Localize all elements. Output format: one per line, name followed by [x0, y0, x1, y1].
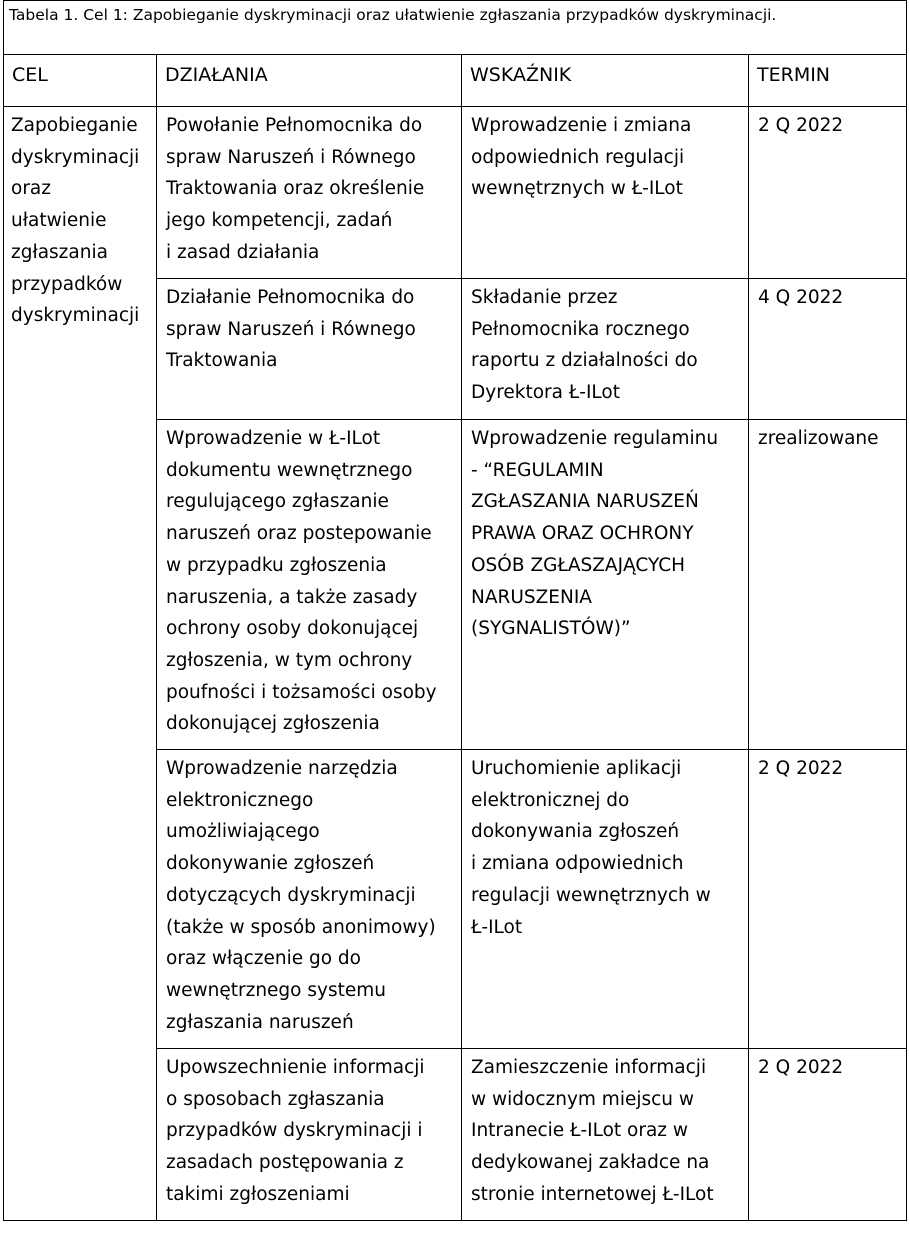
action-line: Traktowania oraz określenie	[166, 178, 425, 200]
action-line: Wprowadzenie narzędzia	[166, 758, 398, 779]
action-line: jego kompetencji, zadań	[166, 210, 393, 232]
deadline-cell	[749, 420, 907, 750]
action-cell	[157, 750, 462, 1049]
action-line: Wprowadzenie w Ł-ILot	[166, 428, 381, 449]
action-line: o sposobach zgłaszania	[166, 1088, 385, 1110]
caption-row	[4, 1, 907, 55]
goal-line: oraz	[11, 178, 51, 200]
indicator-line: Wprowadzenie regulaminu	[471, 428, 719, 449]
indicator-line: regulacji wewnętrznych w	[471, 884, 711, 906]
goal-cell	[4, 107, 157, 1221]
indicator-line: Dyrektora Ł-ILot	[471, 382, 620, 404]
header-cel: CEL	[4, 55, 157, 107]
action-line: wewnętrznego systemu	[166, 979, 386, 1001]
action-line: zgłoszenia, w tym ochrony	[166, 649, 413, 671]
action-line: (także w sposób anonimowy)	[166, 916, 436, 938]
action-line: dokumentu wewnętrznego	[166, 459, 413, 481]
indicator-line: odpowiednich regulacji	[471, 146, 685, 168]
indicator-line: elektronicznej do	[471, 789, 630, 811]
action-line: Upowszechnienie informacji	[166, 1057, 425, 1078]
action-cell	[157, 1049, 462, 1221]
indicator-line: dedykowanej zakładce na	[471, 1152, 710, 1174]
table-caption: Tabela 1. Cel 1: Zapobieganie dyskryminacji oraz ułatwienie zgłaszania przypadków dyskryminacji.	[4, 1, 907, 55]
action-line: oraz włączenie go do	[166, 948, 361, 970]
deadline-text: zrealizowane	[758, 428, 879, 449]
action-line: spraw Naruszeń i Równego	[166, 146, 416, 168]
action-line: naruszenia, a także zasady	[166, 586, 418, 608]
indicator-line: Intranecie Ł-ILot oraz w	[471, 1120, 689, 1142]
action-line: dokonującej zgłoszenia	[166, 713, 380, 735]
action-line: Powołanie Pełnomocnika do	[166, 115, 423, 136]
header-termin: TERMIN	[749, 55, 907, 107]
indicator-line: NARUSZENIA	[471, 586, 592, 608]
indicator-line: dokonywania zgłoszeń	[471, 821, 680, 843]
deadline-cell	[749, 279, 907, 420]
deadline-text: 2 Q 2022	[758, 758, 844, 779]
indicator-line: w widocznym miejscu w	[471, 1088, 695, 1110]
indicator-line: Zamieszczenie informacji	[471, 1057, 707, 1078]
action-line: spraw Naruszeń i Równego	[166, 318, 416, 340]
action-cell	[157, 420, 462, 750]
action-line: Traktowania	[166, 350, 278, 372]
action-line: elektronicznego	[166, 789, 314, 811]
deadline-text: 2 Q 2022	[758, 1057, 844, 1078]
header-wskaznik: WSKAŹNIK	[462, 55, 749, 107]
action-line: i zasad działania	[166, 241, 320, 263]
indicator-line: Pełnomocnika rocznego	[471, 318, 690, 340]
indicator-line: raportu z działalności do	[471, 350, 698, 372]
indicator-line: Uruchomienie aplikacji	[471, 758, 682, 779]
indicator-line: Ł-ILot	[471, 916, 523, 938]
indicator-cell	[462, 279, 749, 420]
indicator-line: stronie internetowej Ł-ILot	[471, 1183, 714, 1205]
action-line: dotyczących dyskryminacji	[166, 884, 416, 906]
indicator-cell	[462, 107, 749, 279]
goal-line: przypadków	[11, 273, 123, 295]
goal-line: ułatwienie	[11, 210, 107, 232]
action-line: poufności i tożsamości osoby	[166, 681, 437, 703]
indicator-line: wewnętrznych w Ł-ILot	[471, 178, 683, 200]
header-dzialania: DZIAŁANIA	[157, 55, 462, 107]
action-cell	[157, 107, 462, 279]
deadline-text: 4 Q 2022	[758, 287, 844, 308]
indicator-line: ZGŁASZANIA NARUSZEŃ	[471, 491, 699, 513]
indicator-cell	[462, 1049, 749, 1221]
deadline-cell	[749, 1049, 907, 1221]
indicator-line: PRAWA ORAZ OCHRONY	[471, 523, 694, 545]
action-line: w przypadku zgłoszenia	[166, 554, 387, 576]
action-line: umożliwiającego	[166, 821, 320, 843]
action-line: takimi zgłoszeniami	[166, 1183, 350, 1205]
action-line: zasadach postępowania z	[166, 1152, 404, 1174]
action-line: ochrony osoby dokonującej	[166, 618, 419, 640]
deadline-cell	[749, 107, 907, 279]
action-cell	[157, 279, 462, 420]
document-table	[3, 0, 907, 1221]
indicator-line: Wprowadzenie i zmiana	[471, 115, 692, 136]
action-line: regulującego zgłaszanie	[166, 491, 389, 513]
action-line: dokonywanie zgłoszeń	[166, 853, 375, 875]
indicator-cell	[462, 750, 749, 1049]
indicator-line: OSÓB ZGŁASZAJĄCYCH	[471, 554, 686, 576]
goal-line: Zapobieganie	[11, 115, 138, 136]
deadline-cell	[749, 750, 907, 1049]
indicator-line: - “REGULAMIN	[471, 459, 604, 481]
indicator-cell	[462, 420, 749, 750]
table-row	[4, 107, 907, 279]
indicator-line: (SYGNALISTÓW)”	[471, 618, 631, 640]
action-line: Działanie Pełnomocnika do	[166, 287, 415, 308]
action-line: przypadków dyskryminacji i	[166, 1120, 423, 1142]
action-line: naruszeń oraz postepowanie	[166, 523, 432, 545]
indicator-line: i zmiana odpowiednich	[471, 853, 684, 875]
action-line: zgłaszania naruszeń	[166, 1011, 354, 1033]
header-row	[4, 55, 907, 107]
indicator-line: Składanie przez	[471, 287, 618, 308]
goal-line: dyskryminacji	[11, 305, 140, 327]
goal-line: dyskryminacji	[11, 146, 140, 168]
goal-line: zgłaszania	[11, 241, 108, 263]
deadline-text: 2 Q 2022	[758, 115, 844, 136]
